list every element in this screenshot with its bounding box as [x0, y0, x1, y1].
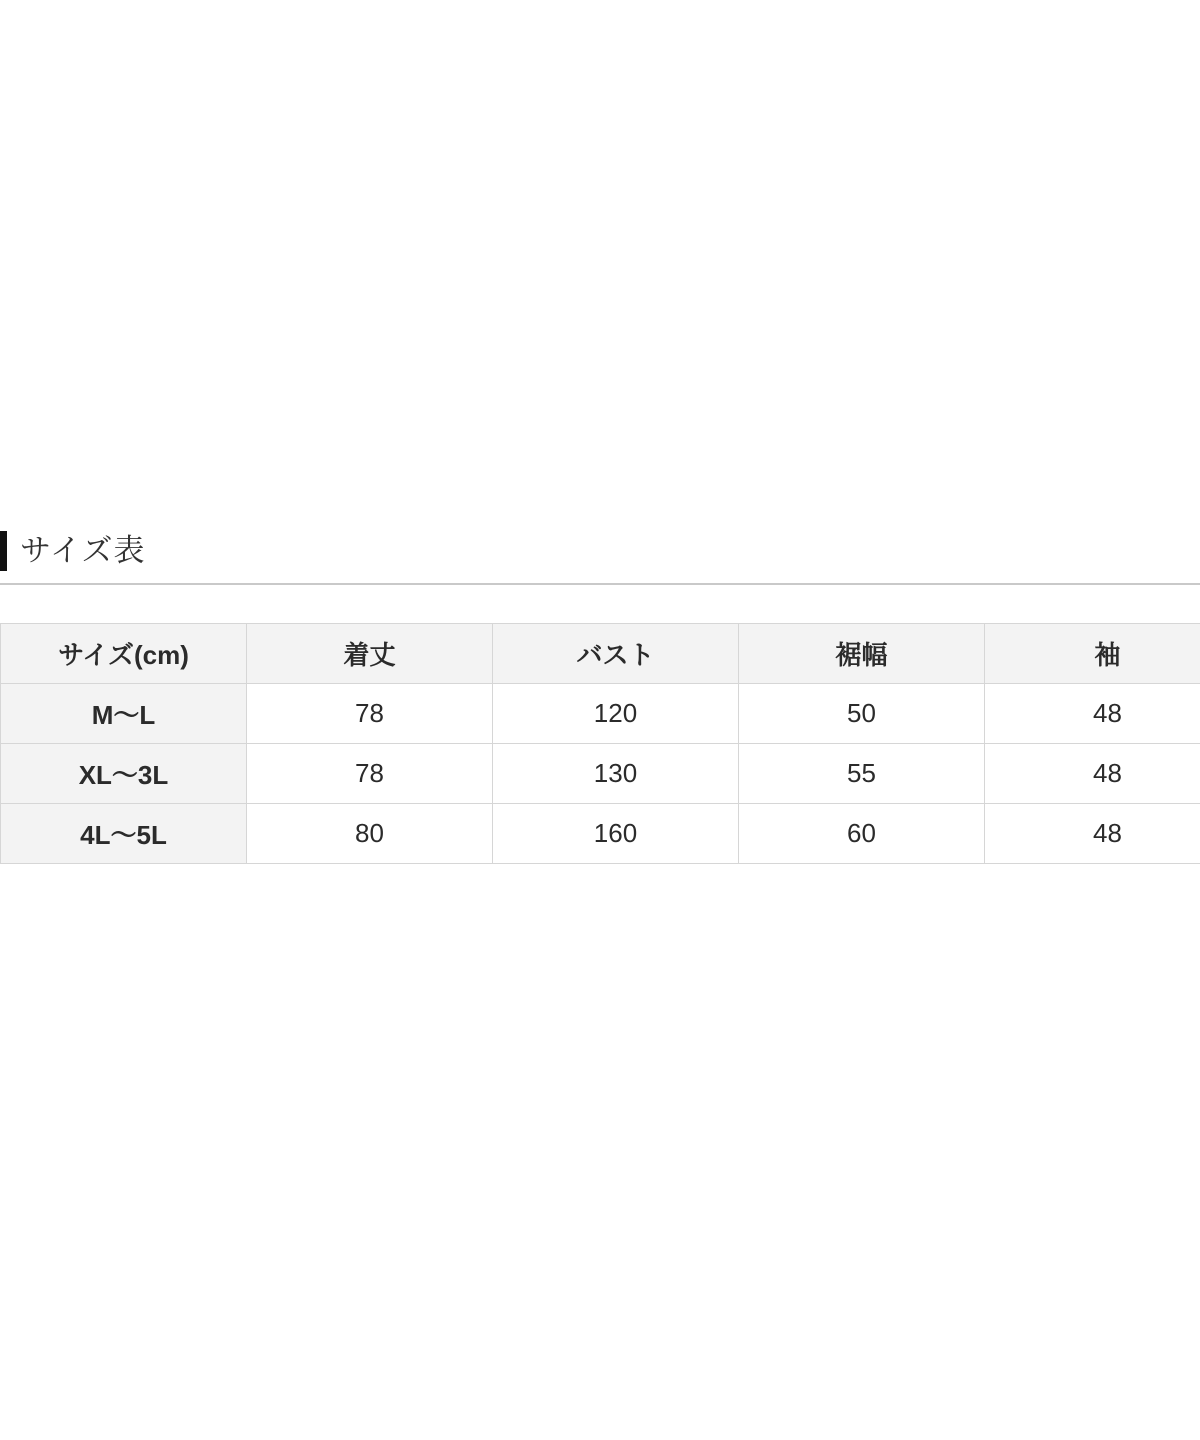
table-cell: 48	[985, 684, 1200, 744]
header-cell-hem: 裾幅	[739, 624, 985, 684]
row-label: 4L〜5L	[1, 804, 247, 864]
table-cell: 80	[247, 804, 493, 864]
size-table	[0, 623, 1200, 864]
table-cell: 120	[493, 684, 739, 744]
header-cell-length: 着丈	[247, 624, 493, 684]
table-cell: 60	[739, 804, 985, 864]
row-label: XL〜3L	[1, 744, 247, 804]
row-label: M〜L	[1, 684, 247, 744]
section-title: サイズ表	[20, 533, 146, 568]
table-row	[1, 744, 1200, 804]
table-row	[1, 804, 1200, 864]
table-row	[1, 684, 1200, 744]
table-cell: 78	[247, 684, 493, 744]
table-cell: 48	[985, 804, 1200, 864]
table-cell: 55	[739, 744, 985, 804]
header-cell-bust: バスト	[493, 624, 739, 684]
section-header	[0, 531, 1200, 571]
size-table-header-row	[1, 624, 1200, 684]
section-divider	[0, 583, 1200, 585]
table-cell: 78	[247, 744, 493, 804]
table-cell: 48	[985, 744, 1200, 804]
section-accent-bar	[0, 531, 7, 571]
table-cell: 130	[493, 744, 739, 804]
table-cell: 160	[493, 804, 739, 864]
header-cell-size: サイズ(cm)	[1, 624, 247, 684]
table-cell: 50	[739, 684, 985, 744]
header-cell-sleeve: 袖	[985, 624, 1200, 684]
